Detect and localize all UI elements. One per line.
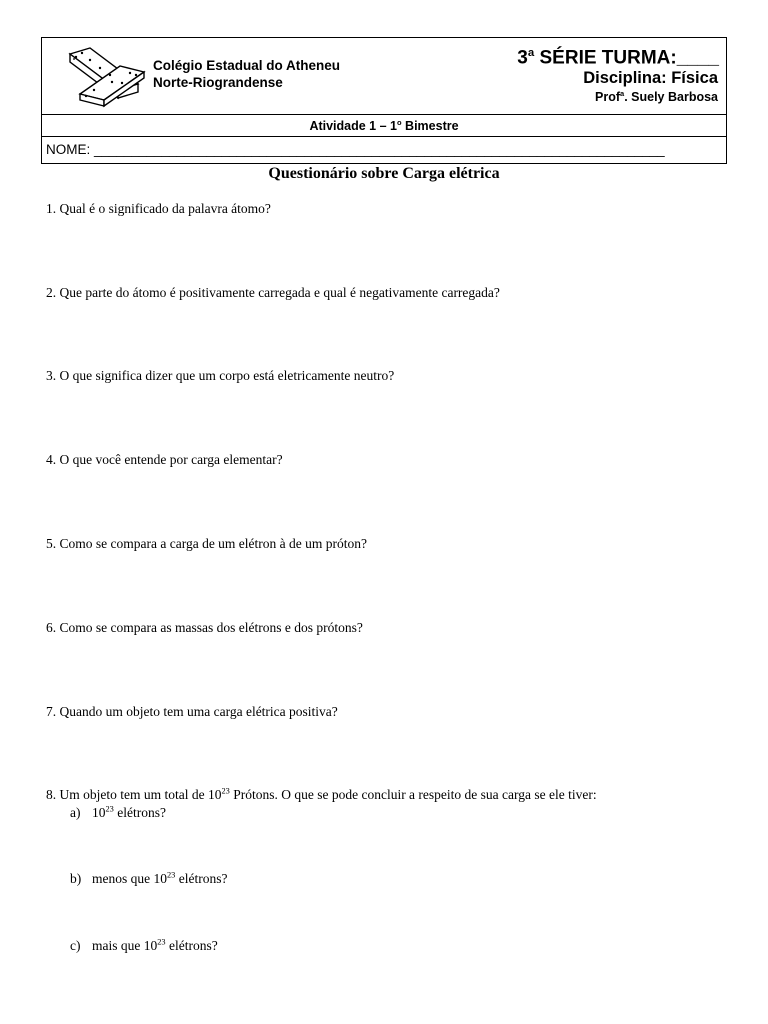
header-top-row (42, 38, 726, 115)
disciplina-label: Disciplina: Física (583, 69, 718, 87)
question-7: 7. Quando um objeto tem uma carga elétrica positiva? (46, 704, 338, 719)
activity-row (42, 115, 726, 137)
document-header (41, 37, 727, 164)
question-2: 2. Que parte do átomo é positivamente carregada e qual é negativamente carregada? (46, 285, 500, 300)
name-field[interactable]: NOME: ____________________________________________________________________________ (46, 142, 665, 157)
professor-label: Prof$^a$. Suely Barbosa (595, 89, 718, 105)
activity-label: Atividade 1 – 1$^o$ Bimestre (309, 118, 459, 134)
question-8: 8. Um objeto tem um total de $10^{23}$ Prótons. O que se pode concluir a respeito de sua carga se ele tiver: (46, 786, 597, 802)
serie-turma-field: 3$^a$ SÉRIE TURMA:____ (517, 47, 719, 69)
question-3: 3. O que significa dizer que um corpo está eletricamente neutro? (46, 368, 395, 383)
question-1: 1. Qual é o significado da palavra átomo? (46, 201, 271, 216)
question-8-option-b: b) menos que $10^{23}$ elétrons? (70, 870, 228, 886)
question-8-option-a: a) $10^{23}$ elétrons? (70, 804, 166, 820)
question-8-option-c: c) mais que $10^{23}$ elétrons? (70, 937, 218, 953)
school-name-line2: Norte-Riograndense (153, 75, 283, 90)
question-4: 4. O que você entende por carga elementar? (46, 452, 283, 467)
question-6: 6. Como se compara as massas dos elétrons e dos prótons? (46, 620, 363, 635)
school-name-line1: Colégio Estadual do Atheneu (153, 58, 341, 73)
question-5: 5. Como se compara a carga de um elétron à de um próton? (46, 536, 368, 551)
document-title: Questionário sobre Carga elétrica (268, 165, 500, 182)
name-row (42, 137, 726, 163)
